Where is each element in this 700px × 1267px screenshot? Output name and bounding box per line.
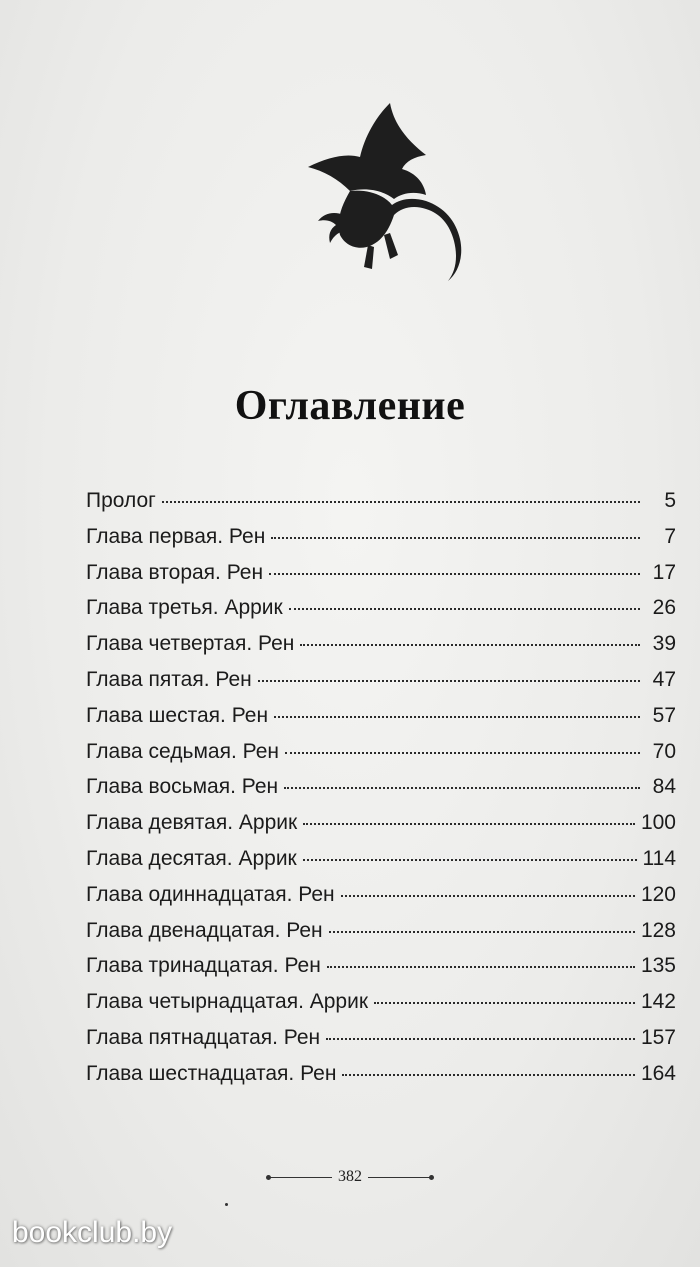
toc-entry-label: Глава вторая. Рен (86, 560, 264, 584)
toc-dot-leader (326, 1038, 635, 1040)
toc-entry (86, 596, 676, 632)
toc-dot-leader (289, 608, 640, 610)
toc-dot-leader (303, 823, 635, 825)
toc-dot-leader (284, 787, 640, 789)
toc-entry-page: 142 (640, 990, 676, 1014)
toc-entry-page: 135 (640, 954, 676, 978)
toc-entry-page: 57 (652, 703, 676, 727)
toc-entry (86, 990, 676, 1026)
toc-entry-label: Глава пятнадцатая. Рен (86, 1025, 321, 1049)
toc-entry-label: Глава третья. Аррик (86, 596, 283, 620)
toc-entry-label: Глава двенадцатая. Рен (86, 918, 323, 942)
toc-dot-leader (269, 573, 640, 575)
toc-dot-leader (327, 966, 635, 968)
toc-entry-label: Глава шестая. Рен (86, 703, 269, 727)
page-title: Оглавление (234, 383, 466, 429)
toc-entry (86, 847, 676, 883)
print-speck (225, 1203, 228, 1206)
toc-entry-label: Глава пятая. Рен (86, 667, 252, 691)
toc-entry-label: Глава четвертая. Рен (86, 632, 295, 656)
toc-dot-leader (341, 895, 635, 897)
toc-dot-leader (274, 716, 640, 718)
toc-dot-leader (300, 644, 640, 646)
toc-dot-leader (329, 931, 635, 933)
page-number: 382 (338, 1168, 362, 1185)
toc-entry (86, 883, 676, 919)
toc-dot-leader (303, 859, 637, 861)
toc-entry-label: Глава седьмая. Рен (86, 739, 279, 763)
toc-entry-page: 114 (642, 846, 676, 870)
toc-entry-page: 17 (652, 560, 676, 584)
toc-entry (86, 525, 676, 561)
toc-entry (86, 1026, 676, 1062)
page-number-footer (0, 1168, 700, 1186)
toc-entry (86, 1062, 676, 1098)
toc-entry-label: Глава восьмая. Рен (86, 775, 279, 799)
toc-dot-leader (258, 680, 640, 682)
toc-entry (86, 561, 676, 597)
toc-entry-page: 157 (640, 1025, 676, 1049)
toc-entry-page: 26 (652, 596, 676, 620)
toc-entry (86, 704, 676, 740)
toc-dot-leader (162, 501, 640, 503)
toc-entry-page: 120 (640, 882, 676, 906)
toc-dot-leader (342, 1074, 635, 1076)
folio-ornament-left (270, 1177, 332, 1178)
toc-entry-page: 5 (664, 489, 676, 512)
toc-entry (86, 668, 676, 704)
toc-entry-page: 100 (640, 811, 676, 835)
site-watermark: bookclub.by (12, 1216, 173, 1249)
toc-entry-label: Глава одиннадцатая. Рен (86, 882, 335, 906)
toc-dot-leader (271, 537, 640, 539)
toc-entry (86, 811, 676, 847)
toc-entry-label: Глава девятая. Аррик (86, 811, 298, 835)
toc-entry-label: Глава первая. Рен (86, 524, 266, 548)
toc-entry-page: 84 (652, 775, 676, 799)
toc-entry-page: 164 (640, 1061, 676, 1085)
toc-entry-label: Глава шестнадцатая. Рен (86, 1061, 337, 1085)
toc-entry-page: 7 (664, 524, 676, 548)
toc-dot-leader (374, 1002, 635, 1004)
table-of-contents (86, 489, 676, 1098)
toc-entry (86, 740, 676, 776)
dragon-icon (298, 95, 488, 285)
toc-entry (86, 775, 676, 811)
folio-ornament-right (368, 1177, 430, 1178)
toc-entry (86, 489, 676, 525)
toc-entry-label: Глава четырнадцатая. Аррик (86, 990, 369, 1014)
toc-entry-page: 47 (652, 667, 676, 691)
toc-entry-page: 39 (652, 632, 676, 656)
toc-entry (86, 954, 676, 990)
toc-entry (86, 919, 676, 955)
toc-entry-label: Глава тринадцатая. Рен (86, 954, 321, 978)
toc-entry (86, 632, 676, 668)
toc-dot-leader (285, 752, 640, 754)
toc-entry-label: Глава десятая. Аррик (86, 846, 297, 870)
toc-entry-page: 128 (640, 918, 676, 942)
toc-entry-page: 70 (652, 739, 676, 763)
toc-entry-label: Пролог (86, 489, 156, 512)
